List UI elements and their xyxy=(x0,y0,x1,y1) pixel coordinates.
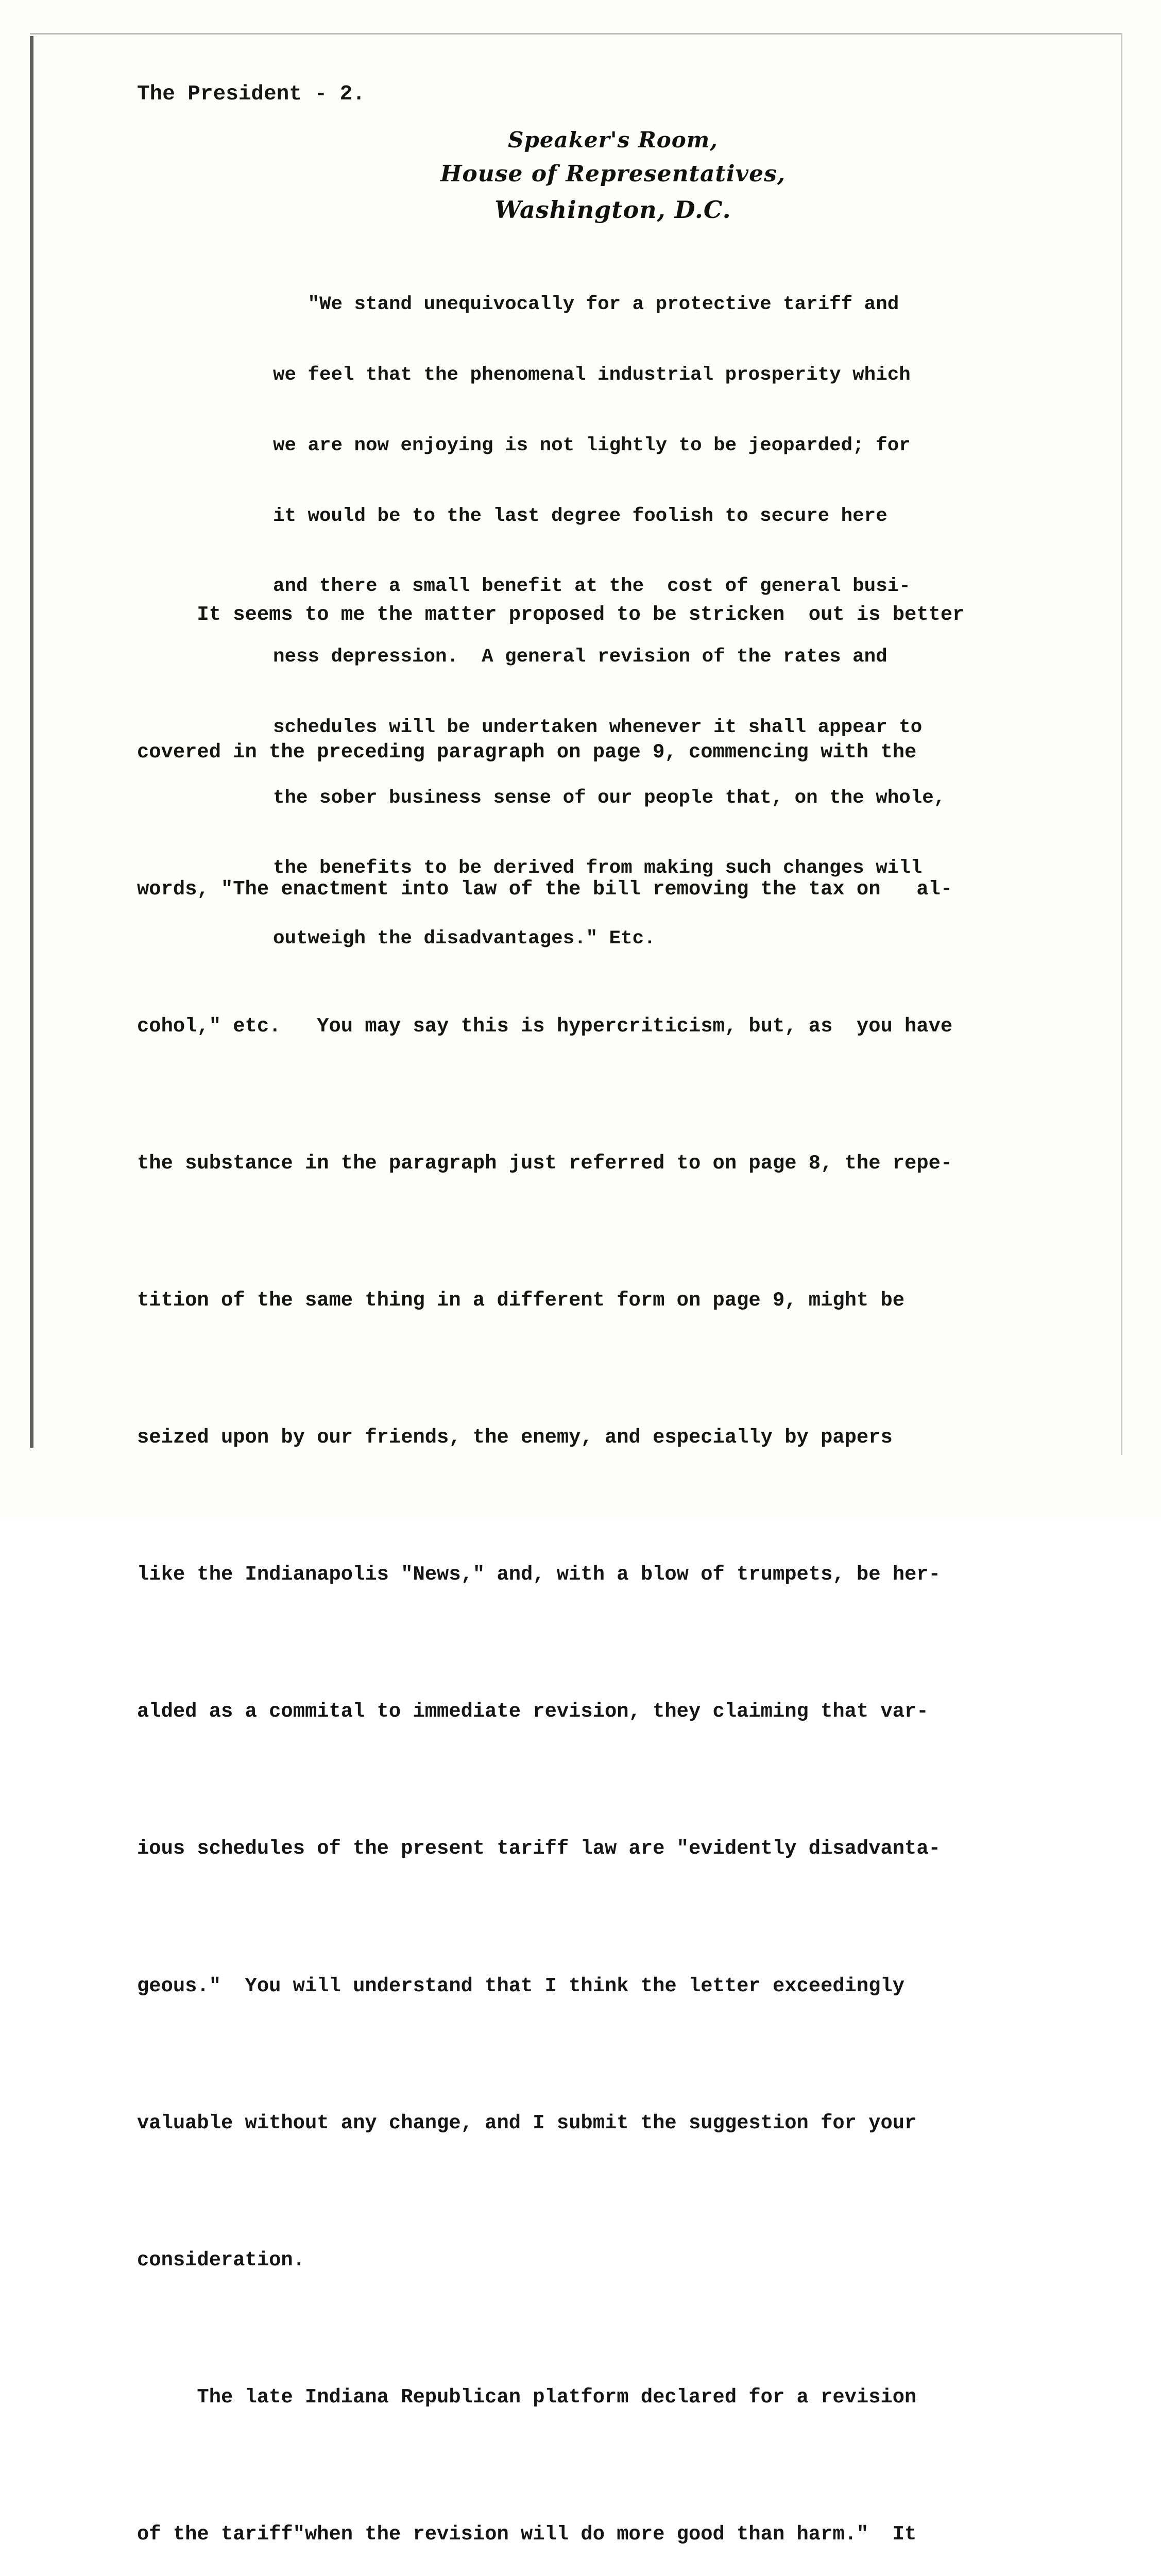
body-line: The late Indiana Republican platform declared for a revision xyxy=(137,2385,917,2409)
letterhead-house: House of Representatives, xyxy=(440,161,786,187)
body-line: valuable without any change, and I submit the suggestion for your xyxy=(137,2111,917,2134)
body-line: ious schedules of the present tariff law are "evidently disadvanta- xyxy=(137,1837,941,1860)
quote-line: the benefits to be derived from making such changes will xyxy=(273,857,923,879)
body-line: like the Indianapolis "News," and, with a blow of trumpets, be her- xyxy=(137,1563,941,1586)
body-line: alded as a commital to immediate revision, they claiming that var- xyxy=(137,1700,929,1723)
page-left-edge xyxy=(30,36,33,1448)
body-line: seized upon by our friends, the enemy, and especially by papers xyxy=(137,1426,893,1449)
letterhead xyxy=(433,124,793,228)
body-line: geous." You will understand that I think the letter exceedingly xyxy=(137,1974,905,1997)
body-line: of the tariff"when the revision will do more good than harm." It xyxy=(137,2522,917,2546)
quote-line: it would be to the last degree foolish to secure here xyxy=(273,505,887,527)
letterhead-city: Washington, D.C. xyxy=(494,196,731,224)
body-line: It seems to me the matter proposed to be stricken out is better xyxy=(137,603,965,626)
quote-line: ness depression. A general revision of the rates and xyxy=(273,646,887,668)
quote-line: outweigh the disadvantages." Etc. xyxy=(273,928,656,950)
quote-line: schedules will be undertaken whenever it shall appear to xyxy=(273,716,923,738)
letter-body xyxy=(137,501,964,2576)
page-top-edge xyxy=(30,33,1122,35)
quote-line: and there a small benefit at the cost of general busi- xyxy=(273,575,911,598)
quote-line: "We stand unequivocally for a protective tariff and xyxy=(273,294,899,316)
body-line: words, "The enactment into law of the bill removing the tax on al- xyxy=(137,877,953,901)
quote-line: the sober business sense of our people that, on the whole, xyxy=(273,787,946,809)
quote-line: we feel that the phenomenal industrial prosperity which xyxy=(273,364,911,386)
body-line: consideration. xyxy=(137,2248,305,2272)
body-line: the substance in the paragraph just referred to on page 8, the repe- xyxy=(137,1151,953,1175)
body-line: cohol," etc. You may say this is hypercriticism, but, as you have xyxy=(137,1014,953,1038)
page-header: The President - 2. xyxy=(137,82,365,106)
letterhead-room: Speaker's Room, xyxy=(508,127,718,152)
page-right-edge xyxy=(1121,33,1122,1455)
body-line: tition of the same thing in a different form on page 9, might be xyxy=(137,1289,905,1312)
body-line: covered in the preceding paragraph on page 9, commencing with the xyxy=(137,740,917,764)
quote-line: we are now enjoying is not lightly to be jeoparded; for xyxy=(273,434,911,456)
